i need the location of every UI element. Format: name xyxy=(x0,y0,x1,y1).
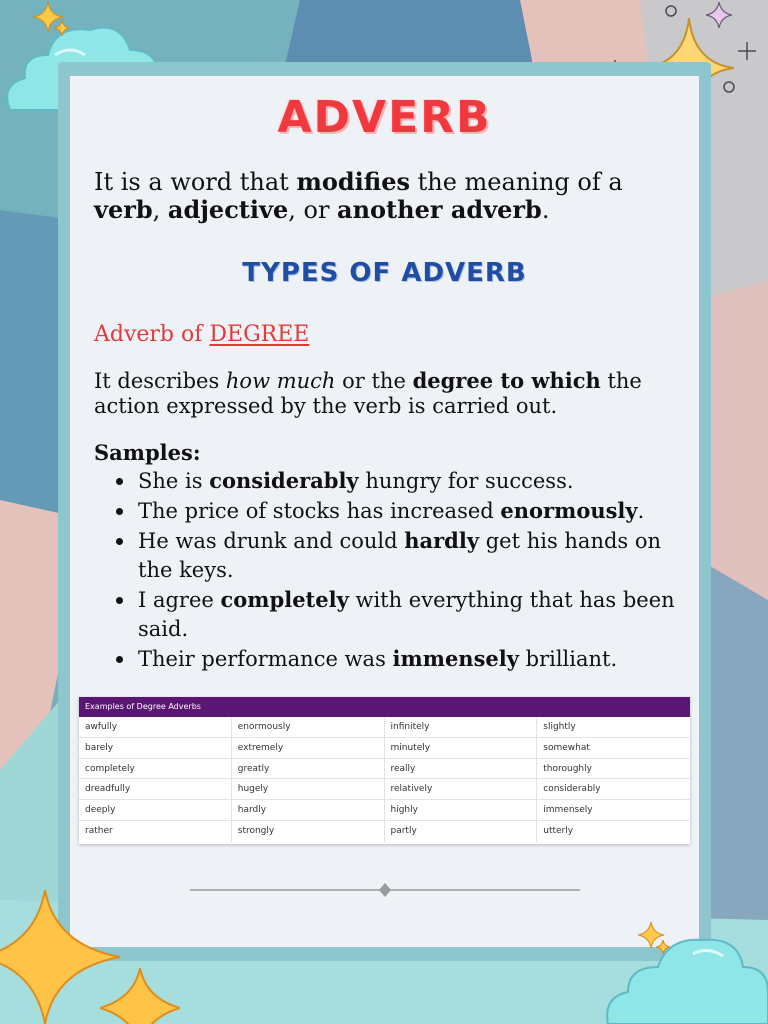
table-row xyxy=(79,779,690,800)
table-cell: strongly xyxy=(232,821,385,842)
table-cell: hardly xyxy=(232,800,385,820)
sample-item: She is considerably hungry for success. xyxy=(94,466,684,496)
table-cell: completely xyxy=(79,759,232,779)
table-cell: extremely xyxy=(232,738,385,758)
sparkle-star-icon xyxy=(706,2,732,28)
table-cell: relatively xyxy=(385,779,538,799)
table-cell: immensely xyxy=(543,805,593,816)
samples-label: Samples: xyxy=(94,440,201,465)
samples-list xyxy=(94,466,684,674)
table-row xyxy=(79,821,690,842)
adverb-type-description: It describes how much or the degree to which the action expressed by the verb is carried out. xyxy=(94,368,642,418)
table-cell: enormously xyxy=(232,717,385,737)
table-cell: barely xyxy=(79,738,232,758)
table-cell: greatly xyxy=(232,759,385,779)
cloud-icon xyxy=(598,922,768,1024)
table-cell: highly xyxy=(385,800,538,820)
table-row xyxy=(79,800,690,821)
table-cell: awfully xyxy=(79,717,232,737)
table-row xyxy=(79,738,690,759)
small-circle-icon xyxy=(722,80,736,94)
table-cell: deeply xyxy=(79,800,232,820)
table-row xyxy=(79,717,690,738)
table-header: Examples of Degree Adverbs xyxy=(79,697,690,717)
table-cell: hugely xyxy=(232,779,385,799)
sparkle-star-icon xyxy=(738,42,756,60)
diamond-divider-icon xyxy=(190,882,580,898)
sample-item: I agree completely with everything that has been said. xyxy=(94,585,684,644)
section-subtitle: TYPES OF ADVERB xyxy=(242,258,527,288)
table-cell: rather xyxy=(79,821,232,842)
degree-adverbs-table xyxy=(79,697,690,844)
sparkle-star-icon xyxy=(656,940,670,954)
sample-item: He was drunk and could hardly get his hands on the keys. xyxy=(94,526,684,585)
table-cell: really xyxy=(385,759,538,779)
table-cell: utterly xyxy=(543,825,574,836)
table-cell: somewhat xyxy=(543,742,590,753)
small-circle-icon xyxy=(664,4,678,18)
table-row xyxy=(79,759,690,780)
sparkle-star-icon xyxy=(100,968,180,1024)
table-cell: infinitely xyxy=(385,717,538,737)
sample-item: The price of stocks has increased enormously. xyxy=(94,496,684,526)
table-cell: slightly xyxy=(543,722,576,732)
page-title: ADVERB xyxy=(277,92,492,143)
table-cell: considerably xyxy=(543,784,601,795)
table-cell: thoroughly xyxy=(543,763,592,774)
table-cell: partly xyxy=(385,821,538,842)
sample-item: Their performance was immensely brilliant. xyxy=(94,644,684,674)
table-cell: dreadfully xyxy=(79,779,232,799)
definition-text: It is a word that modifies the meaning of a verb, adjective, or another adverb. xyxy=(94,167,623,224)
adverb-type-heading: Adverb of DEGREE xyxy=(94,322,310,347)
table-cell: minutely xyxy=(385,738,538,758)
sparkle-star-icon xyxy=(54,20,70,36)
